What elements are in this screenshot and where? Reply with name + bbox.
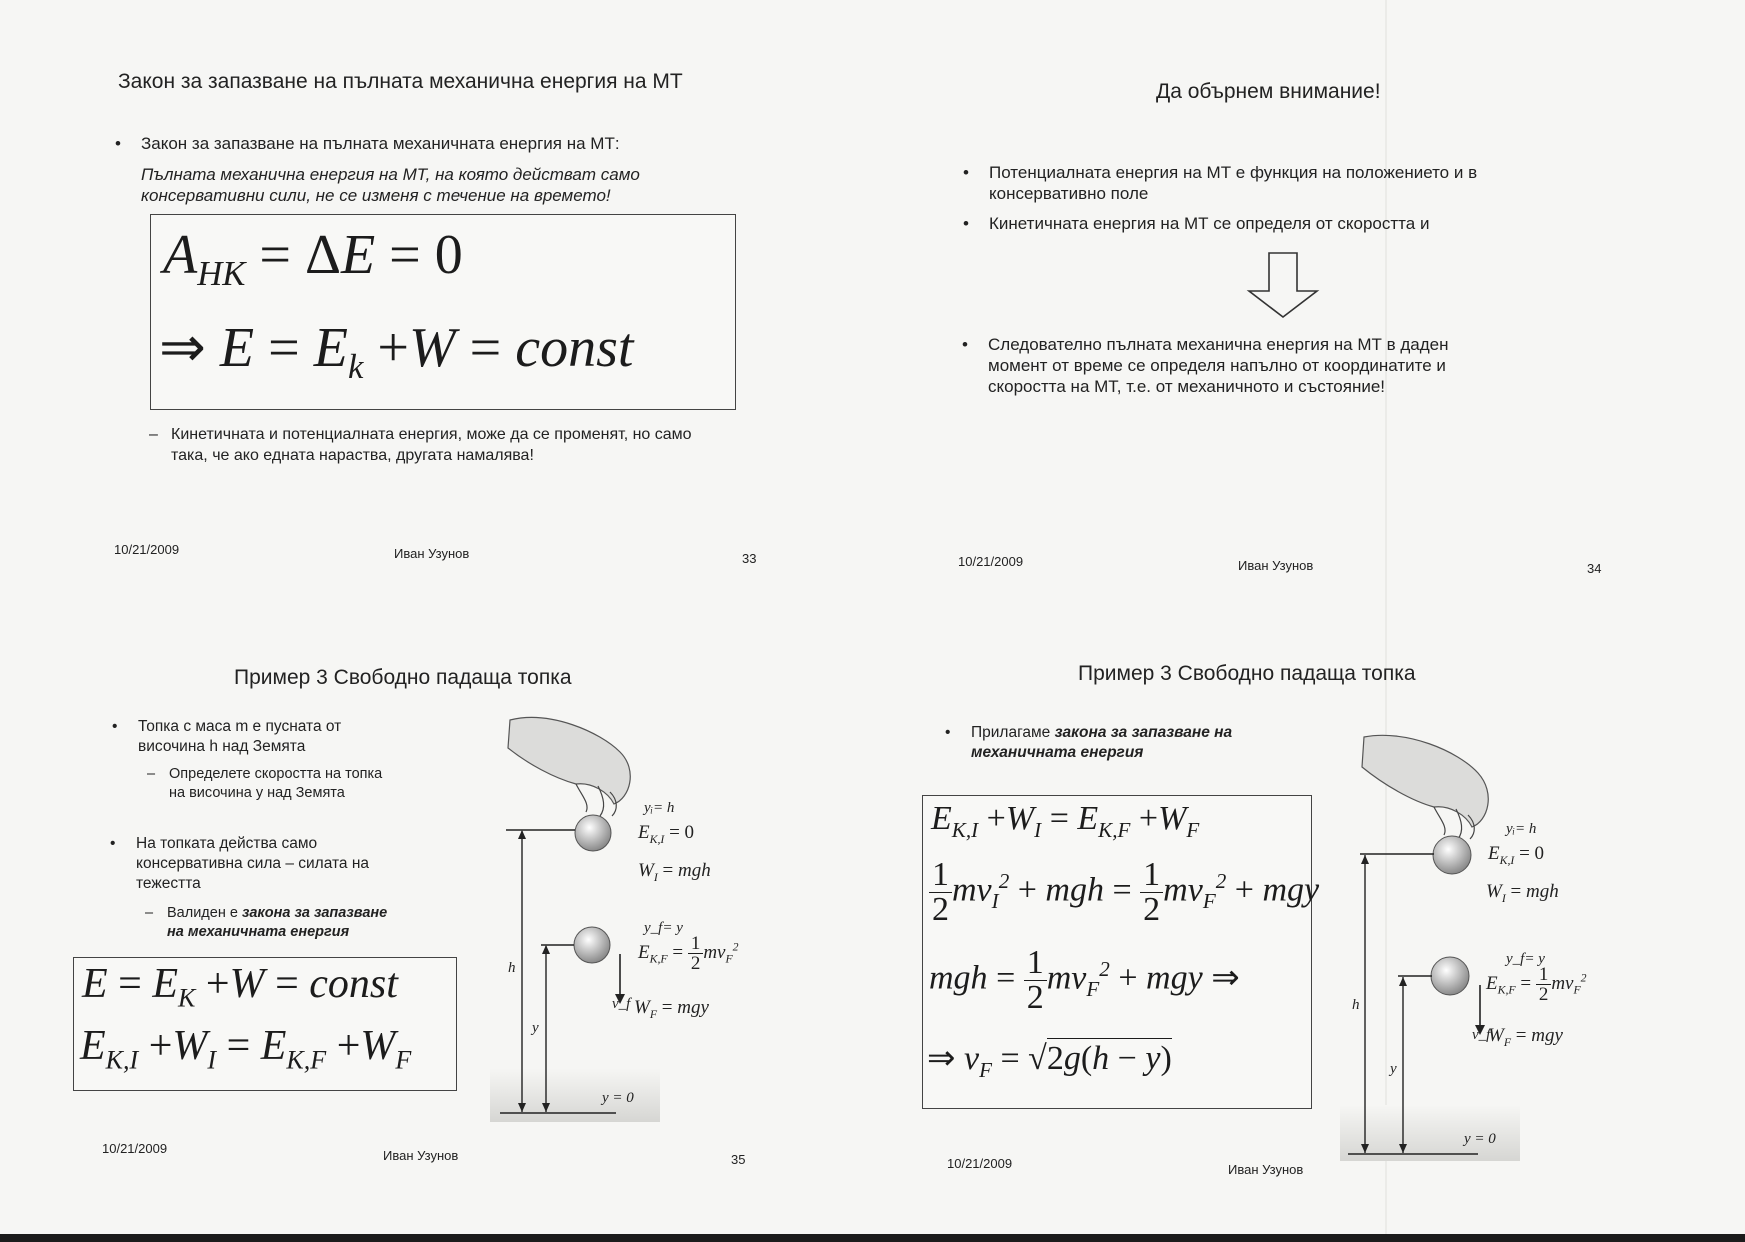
slide35-bullet2 bbox=[136, 834, 476, 894]
slide33-sub-line1: – Кинетичната и потенциалната енергия, може да се променят, но само bbox=[171, 426, 692, 443]
fig35-wi: $W_I$ = mgh bbox=[638, 860, 711, 884]
fig35-yi: yᵢ= h bbox=[644, 800, 675, 816]
fig35-y: y bbox=[532, 1020, 539, 1036]
slide35-s2-bold2: на механичната енергия bbox=[167, 924, 350, 940]
slide34-bullet1 bbox=[989, 162, 1639, 204]
fig36-vf: v_f bbox=[1472, 1027, 1491, 1043]
slide35-s1-line1: – Определете скоростта на топка bbox=[169, 766, 383, 782]
slide35-b1-line2: височина h над Земята bbox=[138, 738, 306, 755]
slide35-b2-line2: консервативна сила – силата на bbox=[136, 855, 370, 872]
slide33-page-number: 33 bbox=[742, 551, 757, 566]
slide33-statement bbox=[141, 164, 781, 206]
slide33-bullet-text: Закон за запазване на пълната механичната енергия на МТ: bbox=[141, 134, 620, 153]
fig35-eki: $E_{K,I} = 0$ bbox=[638, 822, 695, 846]
slide35-subbullet2 bbox=[167, 904, 487, 942]
slide34-bullet3 bbox=[988, 334, 1638, 397]
fig35-ekf: $E_{K,F}$ = $\frac{1}{2}$ $mv_F^2$ bbox=[638, 933, 739, 974]
slide34-page-number: 34 bbox=[1587, 561, 1602, 576]
slide36-eq2: $\frac{1}{2}$ $mv_I^2$ + mgh = $\frac{1}{2}$ $mv_F^2$ + mgy bbox=[929, 858, 1319, 927]
slide35-b1-line1: • Топка с маса m е пусната от bbox=[138, 718, 342, 735]
slide33-author: Иван Узунов bbox=[394, 546, 470, 561]
slide34-date: 10/21/2009 bbox=[958, 554, 1024, 569]
fig36-yf: y_f= y bbox=[1506, 951, 1545, 967]
slide34-b1-line1: • Потенциалната енергия на МТ е функция на положението и в bbox=[989, 163, 1478, 182]
fig36-ekf: $E_{K,F}$ = $\frac{1}{2}$ $mv_F^2$ bbox=[1486, 964, 1587, 1005]
slide36-eq3: mgh = $\frac{1}{2}$ $mv_F^2$ + mgy ⇒ bbox=[929, 944, 1240, 1016]
slide35-page-number: 35 bbox=[731, 1152, 746, 1167]
fig36-yi: yᵢ= h bbox=[1506, 821, 1537, 837]
slide35-subbullet1 bbox=[169, 765, 469, 803]
slide33-subbullet bbox=[171, 424, 791, 466]
slide36-equation-box bbox=[922, 795, 1320, 1109]
slide33-title: Закон за запазване на пълната механична енергия на МТ bbox=[118, 70, 683, 93]
slide36-b1-bold2: механичната енергия bbox=[971, 744, 1144, 761]
slide34-b3-line3: скоростта на МТ, т.е. от механичното и състояние! bbox=[988, 377, 1386, 396]
slide33-eq2: ⇒ $E = E_k +W$ = const bbox=[159, 317, 634, 387]
slide36-date: 10/21/2009 bbox=[947, 1156, 1013, 1171]
slide36-falling-ball-figure bbox=[1340, 733, 1640, 1161]
slide35-b2-line3: тежестта bbox=[136, 875, 201, 892]
fig35-vf: v_f bbox=[612, 996, 631, 1012]
fig35-yf: y_f= y bbox=[644, 920, 683, 936]
slide34-b1-line2: консервативно поле bbox=[989, 184, 1149, 203]
slide33-equation-box bbox=[150, 214, 736, 410]
slide35-bullet1 bbox=[138, 717, 478, 757]
fig36-y: y bbox=[1390, 1061, 1397, 1077]
slide36-title: Пример 3 Свободно падаща топка bbox=[1078, 662, 1416, 685]
slide34-b2-text: Кинетичната енергия на МТ се определя от скоростта и bbox=[989, 214, 1430, 233]
scan-bottom-edge bbox=[0, 1234, 1745, 1242]
slide36-b1-prefix: Прилагаме bbox=[971, 724, 1055, 741]
slide35-eq1: $E = E_K +W$ = const bbox=[82, 961, 398, 1013]
slide33-bullet bbox=[141, 133, 761, 154]
down-arrow-icon bbox=[1245, 251, 1323, 321]
slide33-statement-line2: консервативни сили, не се изменя с течение на времето! bbox=[141, 186, 611, 205]
slide33-statement-line1: Пълната механична енергия на МТ, на която действат само bbox=[141, 165, 640, 184]
slide35-author: Иван Узунов bbox=[383, 1148, 459, 1163]
slide33-sub-line2: така, че ако едната нараства, другата намалява! bbox=[171, 447, 534, 464]
slide36-eq4: ⇒ $v_F = √2g(h - y)$ bbox=[927, 1040, 1172, 1082]
slide34-title: Да обърнем внимание! bbox=[1156, 80, 1381, 103]
slide35-falling-ball-figure bbox=[490, 712, 780, 1122]
slide35-date: 10/21/2009 bbox=[102, 1141, 168, 1156]
fig36-wi: $W_I$ = mgh bbox=[1486, 881, 1559, 905]
slide35-equation-box bbox=[73, 957, 457, 1091]
slide35-s2-bold1: закона за запазване bbox=[241, 905, 388, 921]
fig36-eki: $E_{K,I} = 0$ bbox=[1488, 843, 1545, 867]
fig36-wf: $W_F$ = mgy bbox=[1488, 1025, 1563, 1049]
slide34-b3-line1: • Следователно пълната механична енергия на МТ в даден bbox=[988, 335, 1449, 354]
slide34-author: Иван Узунов bbox=[1238, 558, 1314, 573]
fig36-h: h bbox=[1352, 997, 1360, 1013]
slide36-b1-bold1: закона за запазване на bbox=[1054, 724, 1233, 741]
fig35-y0: y = 0 bbox=[602, 1090, 634, 1106]
slide35-eq2: $E_{K,I} +W_I = E_{K,F} +W_F$ bbox=[80, 1023, 412, 1075]
slide35-s1-line2: на височина y над Земята bbox=[169, 785, 345, 801]
slide36-eq1: $E_{K,I} +W_I = E_{K,F} +W_F$ bbox=[931, 800, 1200, 842]
slide33-date: 10/21/2009 bbox=[114, 542, 180, 557]
fig35-h: h bbox=[508, 960, 516, 976]
slide35-b2-line1: • На топката действа само bbox=[136, 835, 318, 852]
fig36-y0: y = 0 bbox=[1464, 1131, 1496, 1147]
slide33-eq1: $A_{НК} = \Delta E = 0$ bbox=[163, 224, 463, 294]
slide35-s2-prefix: Валиден е bbox=[167, 905, 242, 921]
slide35-title: Пример 3 Свободно падаща топка bbox=[234, 666, 572, 689]
slide36-bullet1 bbox=[971, 723, 1311, 763]
slide34-b3-line2: момент от време се определя напълно от координатите и bbox=[988, 356, 1446, 375]
fig35-wf: $W_F$ = mgy bbox=[634, 997, 709, 1021]
slide36-author: Иван Узунов bbox=[1228, 1162, 1304, 1177]
slide34-bullet2 bbox=[989, 213, 1639, 234]
